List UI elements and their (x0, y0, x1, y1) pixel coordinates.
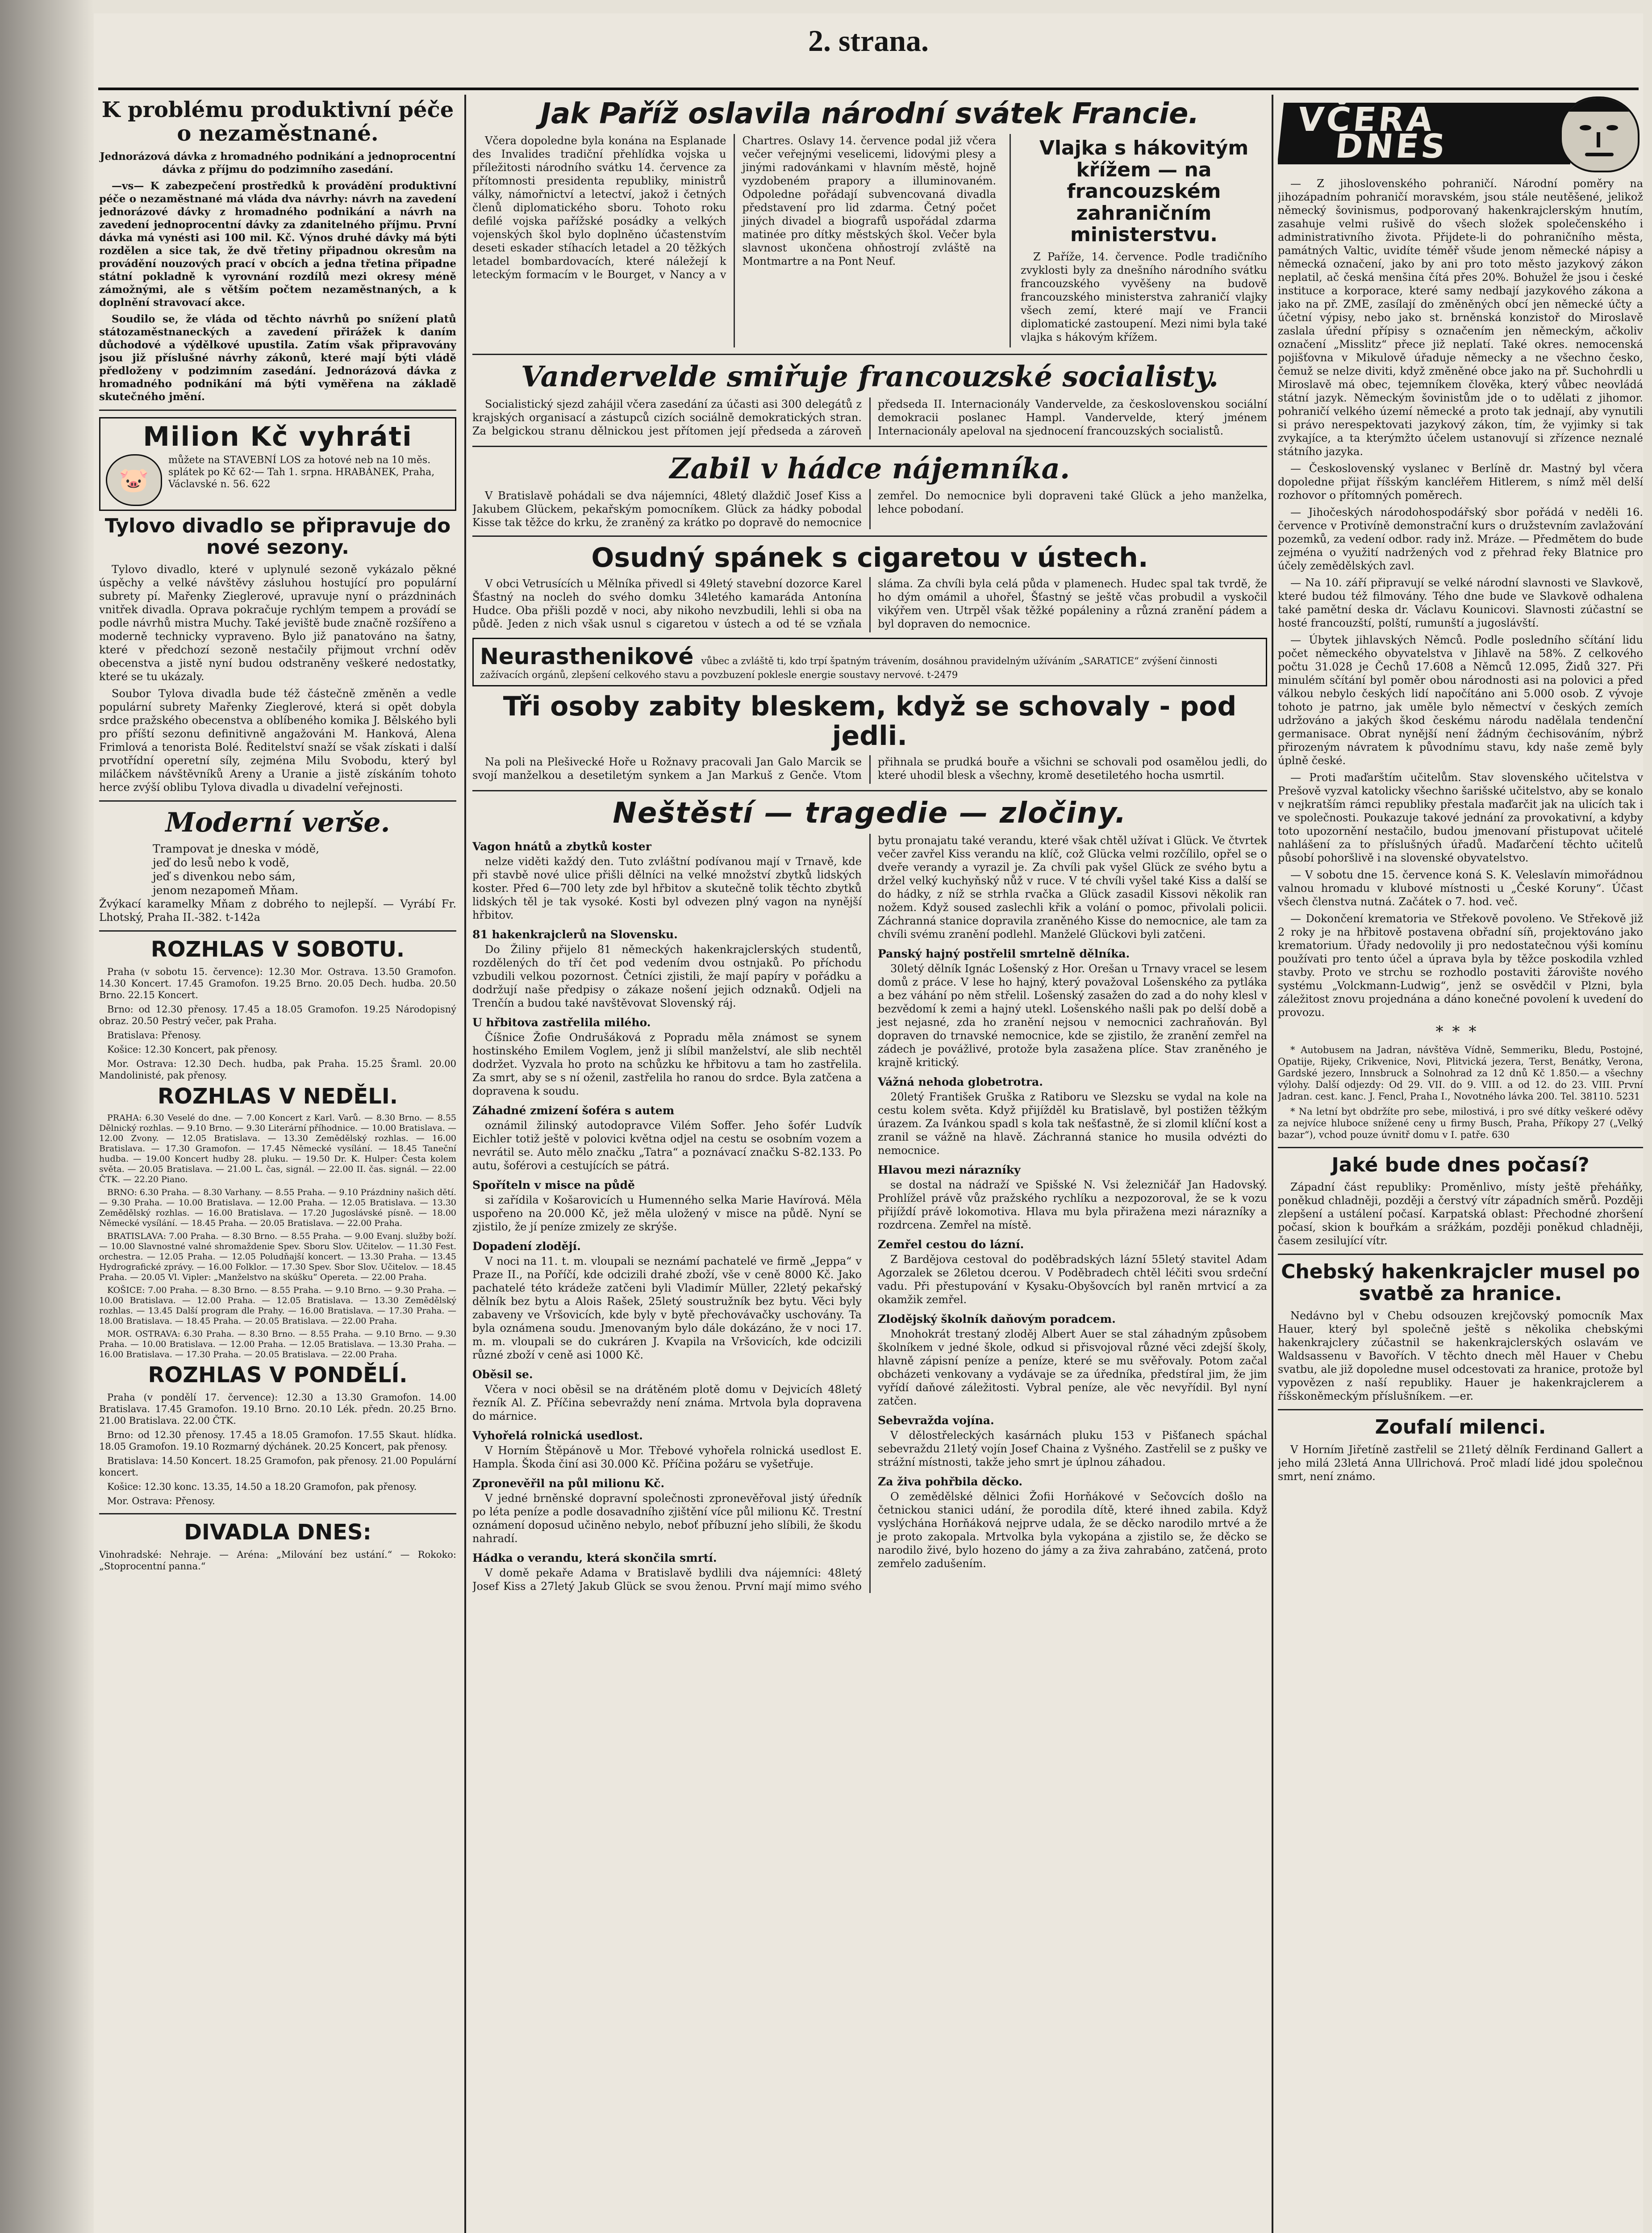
subhead: Zemřel cestou do lázní. (878, 1238, 1024, 1251)
headline-cigarette: Osudný spánek s cigaretou v ústech. (591, 542, 1148, 574)
article-paragraph: Číšnice Žofie Ondrušáková z Popradu měla známost se synem hostinského Emilem Voglem, jenž ji slíbil manželství, ale slib nechtěl dodržet. Vyzvala ho proto na schůzku ke hřbitovu a tam ho zastřelila. Za smrt, aby se s ní oženil, zastřelila ho ranou do srdce. Byla zatčena a dopravena k soudu. (472, 1031, 862, 1097)
subhead: Panský hajný postřelil smrtelně dělníka. (878, 947, 1130, 960)
headline-paris: Jak Paříž oslavila národní svátek Francie. (540, 97, 1199, 130)
divider (472, 535, 1267, 537)
news-item: — Z jihoslovenského pohraničí. Národní poměry na jihozápadním pohraničí moravském, jsou stále neutěšené, jelikož německý šovinismus, podporovaný hakenkrajclerským hnutím, zasahuje velmi rušivě do všech složek společenského i administrativního života. Přijdete-li do pohraničního města, památných Valtic, uvidíte téměř všude jenom německé nápisy a německá označení, jako by ani pro toto město jazykový zákon neplatil, ač česká menšina čítá přes 20%. Bohužel že jsou i české instituce a korporace, které samy nedbají jazykového zákona a jako na př. ZME, zasílají do změněných obcí jen německé účty a účetní výpisy, nebo jako st. brněnská konzistoř do Miroslavě zaslala úřední přípisy s označením jen německým, ačkoliv označení „Misslitz“ přece již neplatí. Také okres. nemocenská pojišťovna v Mikulově úřaduje německy a ne všechno česko, čemuž se nelze diviti, když změněné obce jako na př. Suchohrdli u Miroslavě má obec, tejemníkem člověka, který vůbec neovládá státní jazyk. Německým šovinistům jde o to udělati z jihomor. pohraničí velkého území německé a proto tak jednají, aby vynutili si právo nerespektovati jazykový zákon, tím, že vyjimky si tak zvykajíce, a ta kterýmžto účelem ustanovují si zřízence neznalé státního jazyka. (1278, 177, 1643, 458)
subhead: Vážná nehoda globetrotra. (878, 1075, 1043, 1088)
article-paragraph: V jedné brněnské dopravní společnosti zpronevěřoval jistý úředník po léta peníze a podle dosavadního zjištění více půl milionu Kč. Trestní oznámení doposud učiněno nebylo, neboť příbuzní jeho slíbili, že škodu nahradí. (472, 1492, 862, 1545)
theatre-listing: Vinohradské: Nehraje. — Aréna: „Milování bez ustání.“ — Rokoko: „Stoprocentní panna.“ (99, 1549, 456, 1572)
news-item: — Československý vyslanec v Berlíně dr. Mastný byl včera dopoledne přijat říšským kancléřem Hitlerem, s nímž měl delší rozhovor o přítomných poměrech. (1278, 462, 1643, 502)
subhead: Zpronevěřil na půl milionu Kč. (472, 1476, 665, 1490)
radio-listing: Praha (v pondělí 17. července): 12.30 a 13.30 Gramofon. 14.00 Bratislava. 17.45 Gramofon. 19.10 Brno. 20.10 Lék. předn. 20.25 Brno. 21.00 Bratislava. 22.00 ČTK. (99, 1392, 456, 1426)
subhead: Oběsil se. (472, 1367, 533, 1381)
article-lovers (1278, 1417, 1643, 1483)
section-title: Jaké bude dnes počasí? (1331, 1154, 1589, 1176)
headline-accidents: Neštěstí — tragedie — zločiny. (613, 797, 1127, 830)
theatres-today (99, 1521, 456, 1572)
lottery-ad (99, 417, 456, 511)
article-paragraph: V Horním Jiřetíně zastřelil se 21letý dělník Ferdinand Gallert a jeho milá 23letá Anna Ullrichová. Proč mladí lidé jdou společnou smrt, není známo. (1278, 1443, 1643, 1483)
verse-line: Trampovat je dneska v módě, (153, 842, 320, 856)
article-cigarette (472, 577, 1267, 632)
header-rule (98, 88, 1639, 90)
subhead: Za živa pohřbila děcko. (878, 1475, 1023, 1488)
subhead: Vagon hnátů a zbytků koster (472, 840, 651, 853)
ad-text: Žvýkací karamelky Mňam z dobrého to nejlepší. — Vyrábí Fr. Lhotský, Praha II.-382. t-142a (99, 898, 456, 924)
radio-saturday (99, 938, 456, 1081)
article-paragraph: Z Paříže, 14. července. Podle tradičního zvyklosti byly za dnešního národního svátku francouzského vyvěšeny na budově francouzského ministerstva zahraničí vlajky všech zemí, které mají ve Francii diplomatické zastoupení. Mezi nimi byla také vlajka s hákovým křížem. (1021, 251, 1267, 344)
divider (99, 930, 456, 932)
article-unemployment (99, 98, 456, 403)
article-paragraph: V domě pekaře Adama v Bratislavě bydlili dva nájemníci: 48letý Josef Kiss a 27letý Jakub Glück se svou ženou. První mají mimo svého bytu pronajatu také verandu, které však chtěl užívat i Glück. Ve čtvrtek večer zavřel Kiss verandu na klíč, což Glücka velmi rozčílilo, opřel se o dveře verandy a vyrazil je. Za chvíli pak vyšel Glück ze svého bytu a držel velký kuchyňský nůž v ruce. V té chvíli vyšel také Kiss a další se do hádky, z níž se strhla rvačka a Glück zasadil Kissovi několik ran nožem. Když soused zaslechli křik a volání o pomoc, přivolali policii. Záchranná stanice dopravila zraněného Kisse do nemocnice, ale tam za chvíli svému zranění podlehl. Manželé Glückovi byli zatčeni. (472, 834, 1267, 1593)
left-column (99, 95, 456, 2233)
page-header: 2. strana. (808, 24, 929, 58)
headline-lightning: Tři osoby zabity bleskem, když se schovaly - pod jedli. (503, 691, 1237, 752)
article-paragraph: Nedávno byl v Chebu odsouzen krejčovský pomocník Max Hauer, který byl společně ještě s několika chebskými hakenkrajclery zúčastnil se hakenkrajclerských oslavám ve Waldsassenu v Bavořích. V těchto dnech měl Hauer v Chebu svatbu, ale již dopoledne musel odcestovati za hranice, protože byl vypovězen z naší republiky. Hauer je hakenkrajclerem a říšskoněmeckým příslušníkem. —er. (1278, 1309, 1643, 1403)
article-paragraph: 30letý dělník Ignác Lošenský z Hor. Orešan u Trnavy vracel se lesem domů z práce. V lese ho hajný, který považoval Lošenského za pytláka a bez váhání po něm střelil. Lošenský zasažen do zad a do nohy klesl v bezvědomí k zemi a hajný utekl. Lošenského našli pak po delší době a jest nejasné, zda ho zranění nejsou v nemocnici zachraňován. Byl dopraven do trnavské nemocnice, kde se zjistilo, že zranění zemřel na zádech je povážlivé, protože byla zasažena plíce. Stav zraněného je krajně kritický. (878, 962, 1267, 1069)
headline-vandervelde: Vandervelde smiřuje francouzské socialisty. (521, 360, 1219, 394)
article-paragraph: V dělostřeleckých kasárnách pluku 153 v Pišťanech spáchal sebevraždu 21letý vojín Josef Chaina z Vyšného. Zastřelil se z pušky ve strážní místnosti, takže jeho smrt je úplnou záhadou. (878, 1429, 1267, 1468)
headline-quarrel: Zabil v hádce nájemníka. (669, 452, 1070, 485)
article-paragraph: Do Žiliny přijelo 81 německých hakenkrajclerských studentů, rozdělených do tří čet pod vedením dvou ostnjaků. Po příchodu vzbudili velkou pozornost. Četníci zjistili, že mají papíry v pořádku a dodržují naše předpisy o zákaze nošení jejich odznaků. Odjeli na Trenčín a budou také navštěvovat Slovenský ráj. (472, 943, 862, 1009)
article-quarrel (472, 489, 1267, 529)
article-paragraph: si zařídila v Košarovicích u Humenného selka Marie Havírová. Měla uspořeno na 20.000 Kč, jež měla uložený v misce na půdě. Nyní se zjistilo, že jí peníze zmizely ze skrýše. (472, 1193, 862, 1233)
article-paragraph: V Horním Štěpánově u Mor. Třebové vyhořela rolnická usedlost E. Hampla. Škoda činí asi 30.000 Kč. Příčina požáru se vyšetřuje. (472, 1444, 862, 1470)
weather-forecast (1278, 1154, 1643, 1247)
article-accidents (472, 834, 1267, 1593)
subhead: 81 hakenkrajclerů na Slovensku. (472, 928, 678, 941)
news-item: — Jihočeských národohospodářský sbor pořádá v neděli 16. července v Protivíně demonstrační kurs o družstevním zavlažování pozemků, za vedení odbor. rady inž. Mráze. — Předmětem do bude zejména o využití nadržených vod z přehrad řeky Blatnice pro účely zemědělských zavl. (1278, 506, 1643, 572)
radio-listing: PRAHA: 6.30 Veselé do dne. — 7.00 Koncert z Karl. Varů. — 8.30 Brno. — 8.55 Dělnický rozhlas. — 9.10 Brno. — 9.30 Literární příhodnice. — 10.00 Bratislava. — 12.00 Zvony. — 12.05 Bratislava. — 13.30 Zemědělský rozhlas. — 16.00 Bratislava. — 17.30 Gramofon. — 17.45 Německé vysílání. — 18.45 Taneční hudba. — 19.00 Koncert hudby 28. pluku. — 19.50 Dr. K. Hulper: Česta kolem světa. — 20.05 Bratislava. — 21.00 L. čas, signál. — 22.00 II. čas. signál. — 22.00 ČTK. — 22.20 Piano. (99, 1112, 456, 1184)
logo-ribbon (1278, 100, 1577, 166)
news-item: — Na 10. září připravují se velké národní slavnosti ve Slavkově, které budou též filmovány. Tého dne bude ve Slavkově odhalena také pamětní deska dr. Václavu Kounicovi. Slavnosti zúčastní se hosté francouzští, polští, rumunští a jugoslávští. (1278, 577, 1643, 629)
radio-listing: Bratislava: Přenosy. (107, 1030, 201, 1041)
article-title: Chebský hakenkrajcler musel po svatbě za hranice. (1281, 1260, 1640, 1305)
subhead: Spoříteln v misce na půdě (472, 1178, 635, 1192)
divider (472, 446, 1267, 447)
radio-listing: MOR. OSTRAVA: 6.30 Praha. — 8.30 Brno. — 8.55 Praha. — 9.10 Brno. — 9.30 Praha. — 10.00 Bratislava. — 12.00 Praha. — 12.05 Bratislava. — 13.30 Praha. — 16.00 Bratislava. — 17.30 Praha. — 20.05 Bratislava. — 22.00 Praha. (99, 1329, 456, 1359)
face-illustration-icon (1560, 96, 1639, 172)
candy-ad (99, 808, 456, 924)
divider (99, 800, 456, 802)
article-title: Tylovo divadlo se připravuje do nové sezony. (104, 514, 451, 559)
subhead: Sebevražda vojína. (878, 1413, 994, 1427)
page-edge-shadow (0, 0, 94, 2233)
subhead: Zlodějský školník daňovým poradcem. (878, 1312, 1116, 1326)
subhead: Vyhořelá rolnická usedlost. (472, 1429, 643, 1442)
news-item: — Dokončení krematoria ve Střekově povoleno. Ve Střekově již 2 roky je na hřbitově postavena obřadní síň, projektováno jako krematorium. Úřady nedovolily ji pro nedostatečnou výši komínu používati pro tento účel a úprava byla by těžce poskodila vzhled stavby. Proto ve strchu se rozhodlo postaviti žárovište nového systému „Volckmann-Ludwig“, jenž se osvědčil v Plzni, byla záležitost znovu projednána a dáno konečné povolení k uvedení do provozu. (1278, 912, 1643, 1019)
article-paragraph: Včera v noci oběsil se na drátěném plotě domu v Dejvicích 48letý řezník Al. Z. Příčina sebevraždy není známa. Mrtvola byla dopravena do márnice. (472, 1383, 862, 1422)
news-item: — V sobotu dne 15. července koná S. K. Veleslavín mimořádnou valnou hromadu v klubové místnosti u „České Koruny“. Účast všech členstva nutná. Začátek o 7. hod. več. (1278, 869, 1643, 908)
radio-listing: KOŠICE: 7.00 Praha. — 8.30 Brno. — 8.55 Praha. — 9.10 Brno. — 9.30 Praha. — 10.00 Bratislava. — 12.00 Praha. — 12.05 Bratislava. — 13.30 Zemědělský rozhlas. — 13.45 Další program dle Prahy. — 16.00 Bratislava. — 17.30 Praha. — 18.00 Bratislava. — 18.45 Praha. — 20.05 Bratislava. — 22.00 Praha. (99, 1285, 456, 1326)
logo-word: VČERA (1296, 100, 1437, 139)
article-cheb (1278, 1261, 1643, 1403)
article-paragraph: Mnohokrát trestaný zloděj Albert Auer se stal záhadným způsobem školníkem v jedné škole, odkud si přisvojoval různé věci zdejší školy, hlavně zápisní peníze a peníze, které se mu svěřovaly. Potom začal obcházeti venkovany a vydávaje se za úředníka, předstíral jim, že jim vyřídí daňové záležitosti. Vybral peníze, ale věc nevyřídil. Byl nyní zatčen. (878, 1327, 1267, 1407)
ad-text: vůbec a zvláště ti, kdo trpí špatným trávením, dosáhnou pravidelným užíváním „SARATICE“ zvýšení činnosti zažívacích orgánů, zlepšení celkového stavu a povzbuzení poklesle energie soustavy nervové. t-2479 (480, 656, 1218, 681)
saratice-ad (472, 638, 1267, 686)
ad-headline: Milion Kč vyhráti (143, 421, 413, 452)
radio-listing: Brno: od 12.30 přenosy. 17.45 a 18.05 Gramofon. 17.55 Skaut. hlídka. 18.05 Gramofon. 19.10 Rozmarný dýchánek. 20.25 Koncert, pak přenosy. (99, 1429, 456, 1452)
radio-listing: BRATISLAVA: 7.00 Praha. — 8.30 Brno. — 8.55 Praha. — 9.00 Evanj. služby boží. — 10.00 Slavnostné valné shromaždenie Spev. Sboru Slov. Učitelov. — 11.30 Fest. orchestra. — 12.05 Praha. — 12.05 Poludňajší koncert. — 13.30 Praha. — 13.45 Hydrografické zprávy. — 16.00 Folklor. — 17.30 Spev. Sbor Slov. Učitelov. — 18.45 Praha. — 20.05 Vl. Vipler: „Manželstvo na skúšku“ Opereta. — 22.00 Praha. (99, 1231, 456, 1282)
divider (472, 354, 1267, 355)
radio-listing: Košice: 12.30 Koncert, pak přenosy. (107, 1044, 278, 1055)
radio-sunday (99, 1085, 456, 1360)
article-title: K problému produktivní péče o nezaměstnané. (101, 97, 454, 146)
article-lead: Jednorázová dávka z hromadného podnikání a jednoprocentní dávka z příjmu do podzimního zasedání. (100, 150, 456, 176)
subhead: Záhadné zmizení šoféra s autem (472, 1104, 675, 1117)
article-paragraph: nelze viděti každý den. Tuto zvláštní podívanou mají v Trnavě, kde při stavbě nové ulice přišli dělníci na velké množství zbytků lidských koster. Před 6—700 lety zde byl hřbitov a skutečně tolik těchto zbytků lidských těl je tak vysoké. Kosti byl odvezen plný vagon na nynější hřbitov. (472, 855, 862, 921)
article-vandervelde (472, 397, 1267, 439)
article-paragraph: Z Bardějova cestoval do poděbradských lázní 55letý stavitel Adam Agorzalek se 26letou dcerou. V Poděbradech chtěl léčiti svou srdeční vadu. Při přestupování v Kysaku-Obyšovcích byl raněn mrtvicí a za okamžik zemřel. (878, 1253, 1267, 1306)
ad-headline: Neurasthenikové (480, 644, 694, 670)
vcera-dnes-logo (1278, 95, 1643, 171)
right-column (1278, 95, 1643, 2233)
divider (1278, 1254, 1643, 1255)
radio-monday (99, 1363, 456, 1507)
radio-listing: Brno: od 12.30 přenosy. 17.45 a 18.05 Gramofon. 19.25 Národopisný obraz. 20.50 Pestrý večer, pak Praha. (99, 1004, 456, 1027)
logo-word: DNES (1333, 127, 1450, 166)
article-paragraph: V obci Vetrusících u Mělníka přivedl si 49letý stavební dozorce Karel Šťastný na nocleh do svého domku 34letého kamaráda Antonína Hudce. Oba přišli pozdě v noci, aby nikoho nevzbudili, lehli si oba na půdě. Jeden z nich však usnul s cigaretou v ústech a od té se vzňala sláma. Za chvíli byla celá půda v plamenech. Hudec spal tak tvrdě, že ho dým omámil a uhořel, Šťastný se ještě včas probudil a vyskočil vikýřem ven. Utrpěl však těžké popáleniny a různá zranění pádem a byl dopraven do nemocnice. (472, 577, 1267, 631)
news-item: — Proti maďarštím učitelům. Stav slovenského učitelstva v Prešově vyzval katolicky všechno šarišské učitelstvo, aby se konalo v nejkratším rámci republiky přestala maďarčit jak na ulicích tak i ve společnosti. Poukazuje takové jednání za provokativní, a kdyby toto upozornění nestačilo, budou jmenovaní přistupovat učitelé nahlášení za to příslušných úřadů. Maďarčení těchto učitelů působí pohoršlivě i na slovenské obyvatelstvo. (1278, 771, 1643, 864)
article-lightning (472, 755, 1267, 784)
subhead: U hřbitova zastřelila milého. (472, 1016, 651, 1029)
article-paragraph: Soubor Tylova divadla bude též částečně změněn a vedle populární subrety Mařenky Zieglerové, která si opět dobyla srdce pražského obecenstva a oblíbeného komika J. Bělského byli pro příští sezonu definitivně angažováni M. Hanková, Alena Frimlová a tenorista Bolé. Ředitelství snaží se však získati i další prvotřídní operetní síly, zejména Milu Svobodu, který byl miláčkem návštěvníků Areny a Uranie a jistě získáním tohoto herce zvýší oblibu Tylova divadla u divadelní veřejnosti. (99, 687, 456, 794)
radio-listing: BRNO: 6.30 Praha. — 8.30 Varhany. — 8.55 Praha. — 9.10 Prázdniny našich dětí. — 9.30 Praha. — 10.00 Bratislava. — 12.00 Praha. — 12.05 Bratislava. — 13.30 Zemědělský rozhlas. — 16.00 Bratislava. — 17.20 Jugoslávské písně. — 18.00 Německé vysílání. — 18.45 Praha. — 20.05 Bratislava. — 22.00 Praha. (99, 1187, 456, 1228)
verse-line: jeď do lesů nebo k vodě, (153, 856, 290, 870)
ad-headline: Moderní verše. (165, 807, 390, 839)
ornament-divider: *** (1435, 1023, 1485, 1041)
radio-listing: Praha (v sobotu 15. července): 12.30 Mor. Ostrava. 13.50 Gramofon. 14.30 Koncert. 17.45 Gramofon. 19.25 Brno. 20.05 Dech. hudba. 20.50 Brno. 22.15 Koncert. (99, 966, 456, 1001)
radio-listing: Mor. Ostrava: 12.30 Dech. hudba, pak Praha. 15.25 Šraml. 20.00 Mandolinisté, pak přenosy. (99, 1058, 456, 1081)
column-rule-left (464, 95, 466, 2233)
divider (99, 1513, 456, 1514)
article-paragraph: Na poli na Plešivecké Hoře u Rožnavy pracovali Jan Galo Marcik se svojí manželkou a desetiletým synkem a Jan Markuš z Genče. Vtom přihnala se prudká bouře a všichni se schovali pod osamělou jedli, do které uhodil blesk a všechny, kromě desetiletého hocha usmrtil. (472, 756, 1267, 782)
article-paragraph: O zemědělské dělnici Žofii Horňákové v Sečovcích došlo na četnickou stanici udání, že porodila dítě, které ihned zabila. Když vyslýchána Horňáková nejprve udala, že se děcko narodilo mrtvé a že je proto zakopala. Mrtvolka byla vykopána a zjistilo se, že děcko se narodilo živé, bylo hozeno do jámy a za živa zahrabáno, zatčená, proto zemřelo zadušením. (878, 1490, 1267, 1570)
middle-column (472, 95, 1267, 2233)
article-paragraph: —vs— K zabezpečení prostředků k provádění produktivní péče o nezaměstnané má vláda dva návrhy: návrh na zavedení jednorázové dávky z hromadného podnikání a návrh na zavedení jednoprocentní dávky za zdanitelného příjmu. První dávka má vynésti asi 100 mil. Kč. Výnos druhé dávky má býti rozdělen a sice tak, že dvě třetiny připadnou okresům na provádění nouzových prací v obcích a jedna třetina připadne státní pokladně k vyrovnání rozdílů mezi okresy méně zámožnými, ale s větším počtem nezaměstnaných, a k doplnění stravovací akce. (99, 180, 456, 309)
radio-listing: Mor. Ostrava: Přenosy. (107, 1495, 215, 1506)
article-paris (472, 134, 996, 347)
article-paragraph: Včera dopoledne byla konána na Esplanade des Invalides tradiční přehlídka vojska u příležitosti národního svátku 14. července za přítomnosti presidenta republiky, ministrů války, námořnictví a letectví, jakož i četných členů diplomatického sboru. Tohoto roku defilé vojska pařížské posádky a velkých vojenských škol bylo doplněno účastenstvím deseti eskader stíhacích letadel a 20 těžkých letadel bombardovacích, které náležejí k leteckým formacím v le Bourget, v Nancy a v Chartres. Oslavy 14. července podal již včera večer veřejnými veselicemi, lidovými plesy a jinými radovánkami v hlavním městě, hojně vyzdobeném prapory a illuminovaném. Odpoledne pořádají subvencovaná divadla představení pro lid zdarma. Četný počet jiných divadel a biografů uspořádal zdarma matinée pro dítky městských škol. Večer byla slavnost ukončena ohňostrojí zvláště na Montmartre a na Pont Neuf. (472, 134, 996, 281)
divider (99, 410, 456, 411)
article-paragraph: Socialistický sjezd zahájil včera zasedání za účasti asi 300 delegátů z krajských organisací a zástupců cizích sociálně demokratických stran. Za belgickou stranu dělnickou jest přítomen její předseda a zároveň předseda II. Internacionály Vandervelde, za československou sociální demokracii poslanec Hampl. Vandervelde, který jménem Internacionály apeloval na sjednocení francouzských socialistů. (472, 397, 1267, 437)
article-flag (1010, 134, 1267, 347)
article-paragraph: Soudilo se, že vláda od těchto návrhů po snížení platů státozaměstnaneckých a zavedení přirážek k daním důchodové a výdělkové upustila. Zatím však připravovány jsou již příslušné návrhy zákonů, které mají býti vládě předloženy v podzimním zasedání. Jednorázová dávka z hromadného podnikání má býti vyměřena na základě skutečného jmění. (99, 313, 456, 403)
news-item: — Úbytek jihlavských Němců. Podle posledního sčítání lidu počet německého obyvatelstva v Jihlavě na 58%. Z celkového počtu 31.028 je Čechů 17.608 a Němců 12.095, Židů 327. Při minulém sčítání byl poměr obou národnosti asi na polovici a před válkou nebylo českých lidí napočítáno ani 5.000 osob. Z vývoje tohoto je patrno, jak uměle bylo němectví v českých zemích udržováno a jakých škod českému národu nadělala tendenční germanisace. Obrat nynější není žádným čechisováním, nýbrž přirozeným návratem k původnímu stavu, kdy naše země byly úplně české. (1278, 634, 1643, 767)
section-title: ROZHLAS V PONDĚLÍ. (148, 1362, 408, 1388)
article-paragraph: V Bratislavě pohádali se dva nájemníci, 48letý dlaždič Josef Kiss a Jakubem Glückem, pekařským pomocníkem. Glück za hádky pobodal Kisse tak těžce do krku, že zraněný za krátko po dopravě do nemocnice zemřel. Do nemocnice byli dopraveni také Glück a jeho manželka, lehce pobodaní. (472, 489, 1267, 529)
article-paragraph: V noci na 11. t. m. vloupali se neznámí pachatelé ve firmě „Jeppa“ v Praze II., na Poříčí, kde odcizili drahé zboží, vše v ceně 8000 Kč. Jako pachatelé této krádeže zatčeni byli Vladimír Müller, 22letý pekařský dělník bez bytu a Alois Rašek, 25letý soustružník bez bytu. Věci byly zabaveny ve Vršovicích, kde byly v bytě přechovávačky uschovány. Ta byla oznámena soudu. Jmenovaným bylo dále dokázáno, že v noci 17. m. m. vloupali se do cukráren J. Kvapila na Vršovicích, kde odcizili různé zboží v ceně asi 1000 Kč. (472, 1254, 862, 1361)
article-title: Vlajka s hákovitým křížem — na francouzském zahraničním ministerstvu. (1039, 137, 1249, 246)
classified-ad: * Autobusem na Jadran, návštěva Vídně, Semmeriku, Bledu, Postojné, Opatije, Rijeky, Crikvenice, Novi, Plitvická jezera, Terst, Benátky, Verona, Gardské jezero, Innsbruck a Solnohrad za 12 dnů Kč 1.850.— a všechny výlohy. Další odjezdy: Od 29. VII. do 9. VIII. a od 12. do 23. VIII. První Jadran. cest. kanc. J. Fencl, Praha I., Novotného lávka 200. Tel. 38110. 5231 (1278, 1045, 1643, 1102)
weather-text: Západní část republiky: Proměnlivo, místy ještě přeháňky, poněkud chladněji, později a čerstvý vítr západních směrů. Později zlepšení a ustálení počasí. Karpatská oblast: Přechodné zhoršení počasí, skion k bouřkám a srážkám, později poněkud chladněji, časem zesilující vítr. (1278, 1181, 1643, 1247)
daily-news (1278, 177, 1643, 1019)
divider (1278, 1409, 1643, 1410)
article-title: Zoufalí milenci. (1375, 1416, 1546, 1439)
section-title: ROZHLAS V SOBOTU. (150, 937, 405, 962)
article-paragraph: 20letý František Gruška z Ratiboru ve Slezsku se vydal na kole na cestu kolem světa. Když přijížděl ku Bratislavě, byl postižen těžkým úrazem. Za Ivánkou spadl s kola tak nešťastně, že si zlomil klíční kost a zranil se vážně na hlavě. Záchranná stanice ho musila odvézti do nemocnice. (878, 1090, 1267, 1157)
verse-line: jeď s divenkou nebo sám, (153, 870, 296, 883)
article-paragraph: oznámil žilinský autodopravce Vilém Soffer. Jeho šofér Ludvík Eichler totiž ještě v polovici května odjel na cestu se osobním vozem a nevrátil se. Auto mělo značku „Tatra“ a poznávací značku S-82.133. Po autu, šoférovi a cestujících se pátrá. (472, 1119, 862, 1172)
piggy-bank-icon: 🐷 (106, 454, 162, 506)
verse-line: jenom nezapomeň Mňam. (153, 884, 299, 897)
subhead: Hlavou mezi nárazníky (878, 1163, 1021, 1176)
divider (472, 790, 1267, 791)
divider (1278, 1147, 1643, 1148)
article-paragraph: Tylovo divadlo, které v uplynulé sezoně vykázalo pěkné úspěchy a velké návštěvy zásluhou hostující pro populární subrety pí. Mařenky Zieglerové, upravuje nyní o prázdninách vnitřek divadla. Oprava pokračuje rychlým tempem a provádí se podle návrhů mistra Muchy. Také jeviště bude značně rozšířeno a moderně technicky vypraveno. Bylo již panatováno na šatny, které v předchozí sezoně nestačily přijmout vrchní oděv obecenstva a jistě nyní budou odstraněny veškeré nedostatky, které se tu ukázaly. (99, 563, 456, 683)
article-tyl-theatre (99, 515, 456, 795)
subhead: Hádka o verandu, která skončila smrtí. (472, 1551, 717, 1564)
section-title: DIVADLA DNES: (184, 1519, 371, 1545)
radio-listing: Košice: 12.30 konc. 13.35, 14.50 a 18.20 Gramofon, pak přenosy. (107, 1481, 417, 1492)
column-rule-right (1272, 95, 1273, 2233)
classified-ad: * Na letní byt obdržíte pro sebe, milostivá, i pro své dítky veškeré oděvy za nejvíce hluboce snížené ceny u firmy Busch, Praha, Příkopy 27 („Velký bazar“), vchod pouze úvnitř domu v I. patře. 630 (1278, 1106, 1643, 1140)
article-paragraph: se dostal na nádraží ve Spišské N. Vsi železničář Jan Hadovský. Prohlížel právě vůz pražského rychlíku a nezpozoroval, že se k vozu přijíždí právě lokomotiva. Hlava mu byla přiražena mezi nárazníky a rozdrcena. Zemřel na místě. (878, 1178, 1267, 1231)
subhead: Dopadení zlodějí. (472, 1239, 581, 1253)
ad-text: můžete na STAVEBNÍ LOS za hotové neb na 10 měs. splátek po Kč 62·— Tah 1. srpna. HRABÁNEK, Praha, Václavské n. 56. 622 (168, 454, 435, 490)
section-title: ROZHLAS V NEDĚLI. (158, 1084, 398, 1109)
radio-listing: Bratislava: 14.50 Koncert. 18.25 Gramofon, pak přenosy. 21.00 Populární koncert. (99, 1455, 456, 1478)
